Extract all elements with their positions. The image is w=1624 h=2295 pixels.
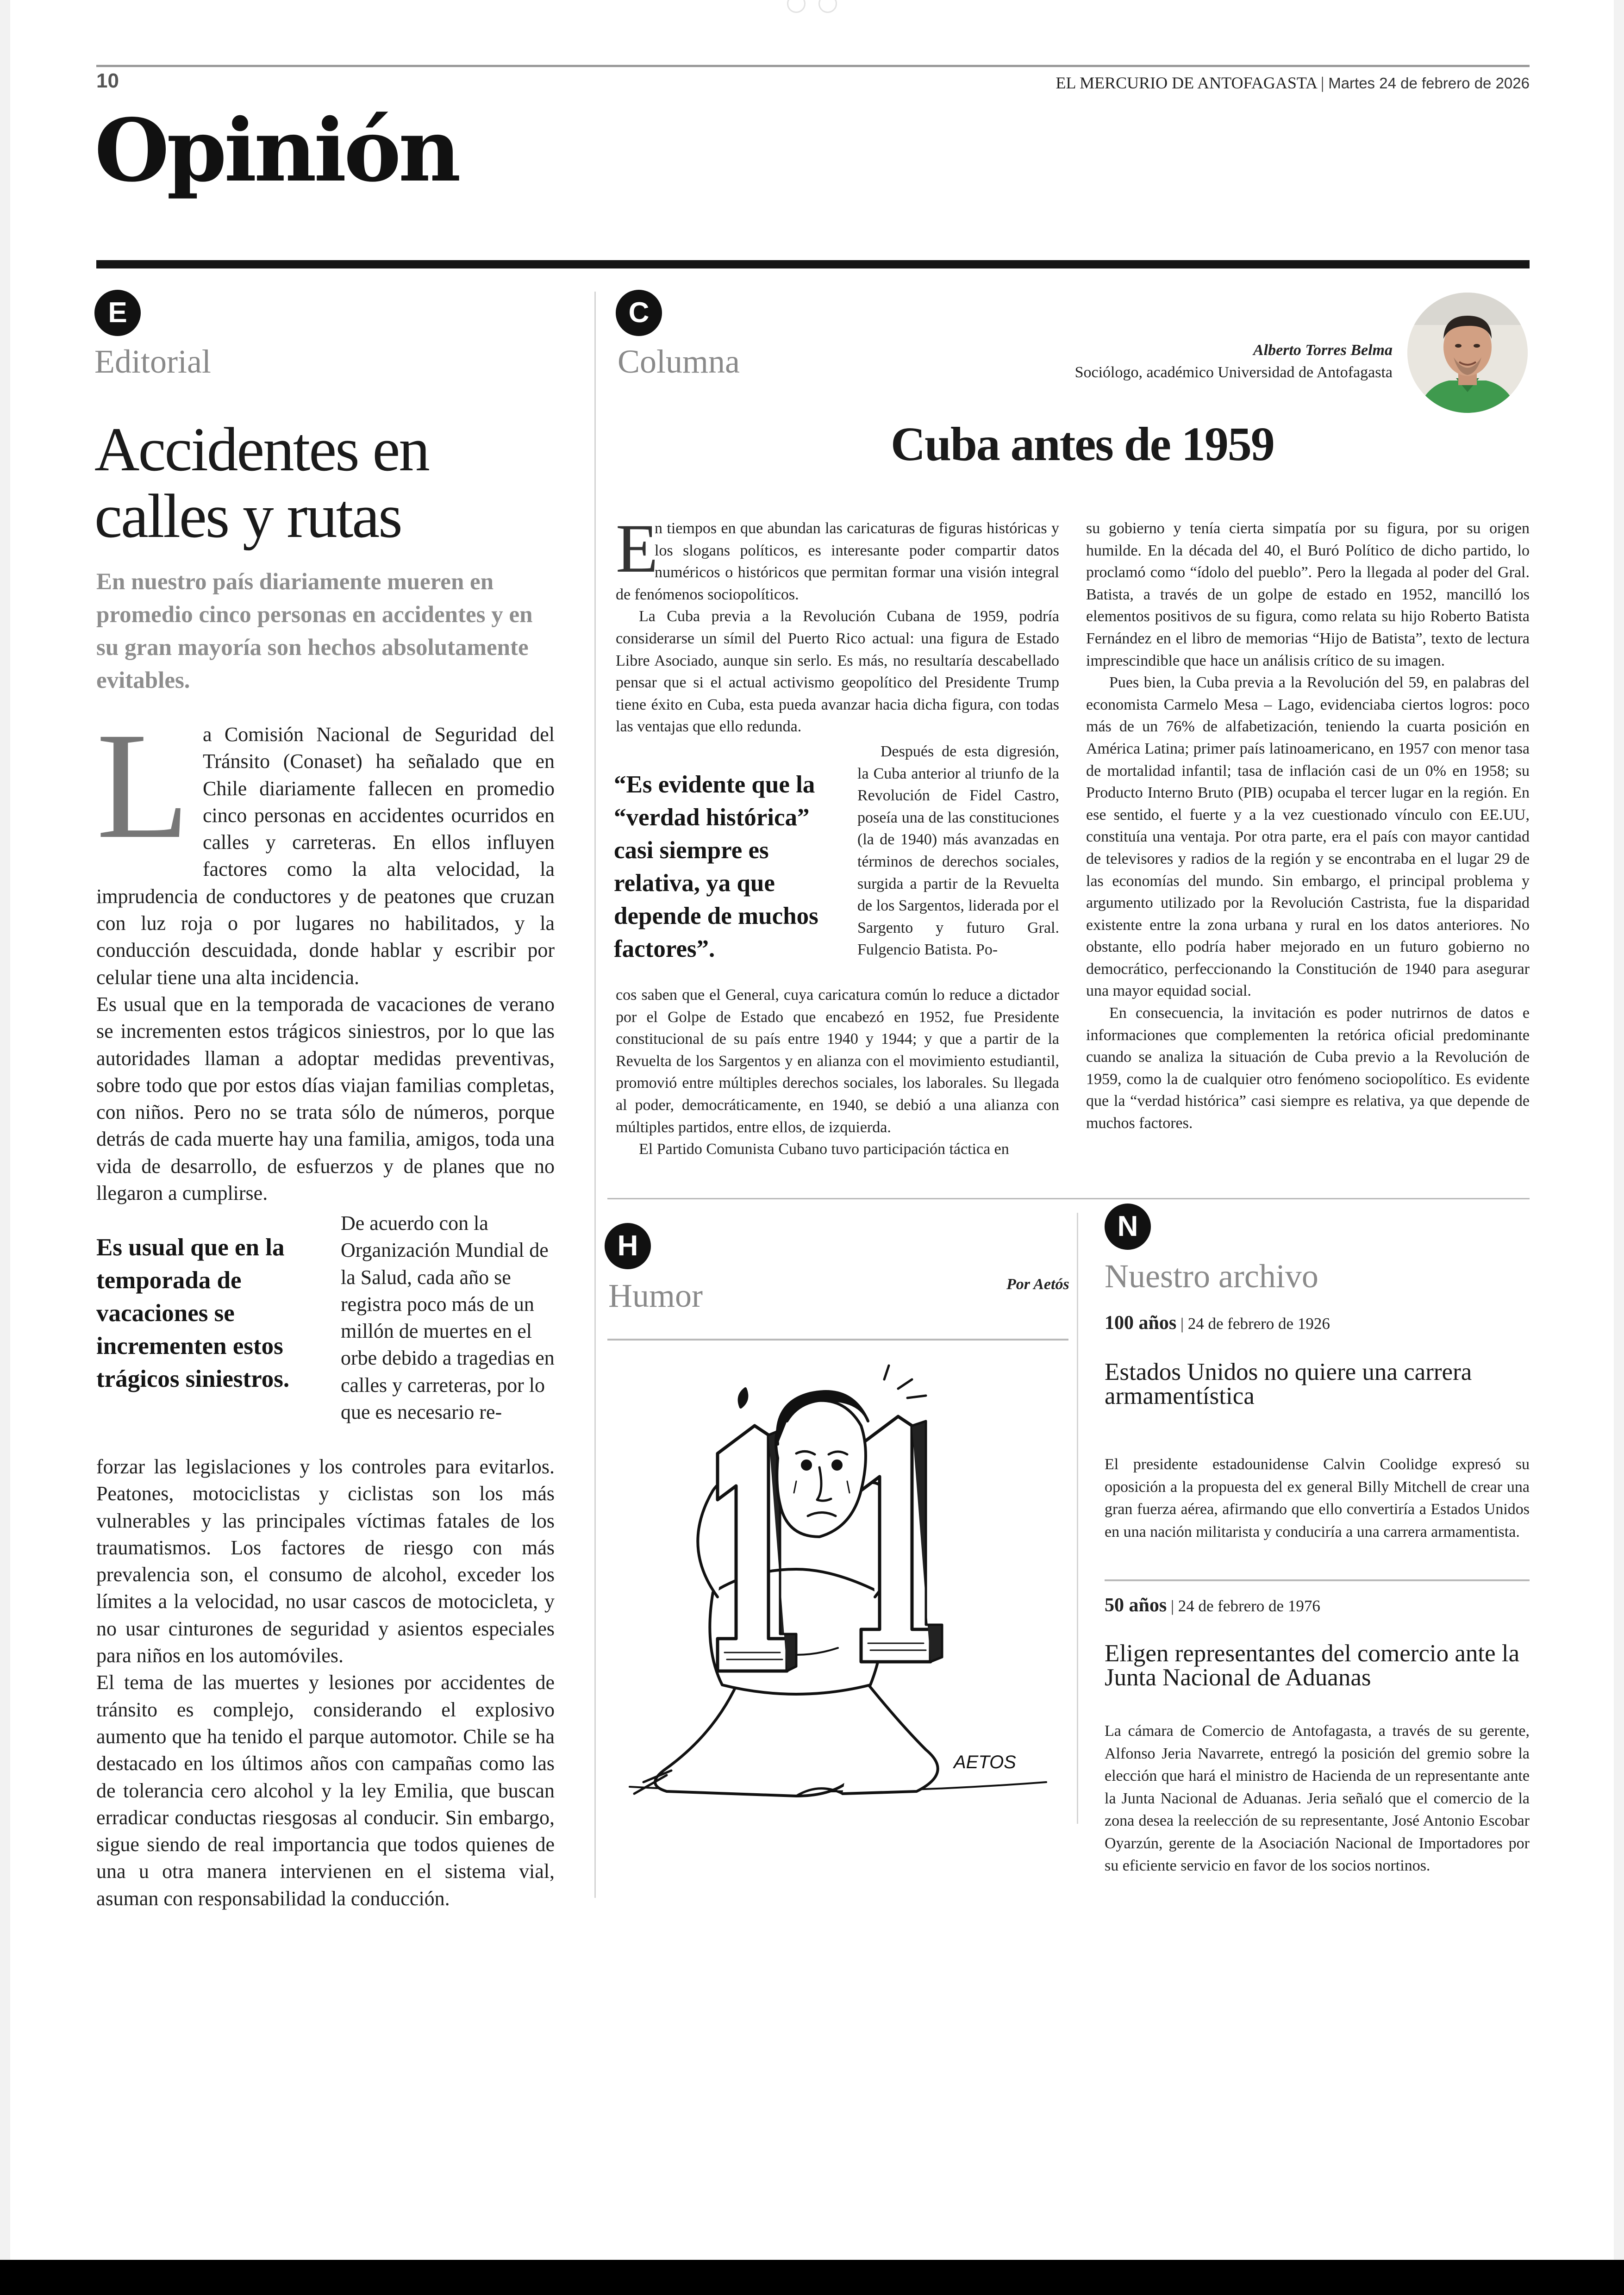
masthead-separator: | bbox=[1320, 74, 1324, 92]
column-paragraph: cos saben que el General, cuya caricatura común lo reduce a dictador por el Golpe de Estado que encabezó en 1952, fue Presidente constitucional de su país entre 1940 y 1944; y que a partir de la Revuelta de los Sargentos y en alianza con el movimiento estudiantil, promovió entre múltiples derechos sociales, los laborales. Su llegada al poder, democráticamente, en 1940, se debió a una alianza con múltiples partidos, entre ellos, de izquierda. bbox=[616, 986, 1059, 1136]
cartoon-signature: AETOS bbox=[954, 1752, 1016, 1772]
column-body-right bbox=[1086, 518, 1530, 1135]
editorial-drop-cap: L bbox=[96, 701, 190, 870]
archive-divider bbox=[1105, 1579, 1530, 1581]
page-left-margin bbox=[0, 0, 10, 2295]
column-divider bbox=[594, 292, 596, 1898]
editorial-badge: E bbox=[94, 290, 141, 336]
editorial-paragraph: De acuerdo con la Organización Mundial de la Salud, cada año se registra poco más de un millón de muertes en el orbe debido a tragedias en calles y carreteras, por lo que es necesario re- bbox=[341, 1212, 555, 1424]
editorial-deck: En nuestro país diariamente mueren en promedio cinco personas en accidentes y en su gran mayoría son hechos absolutamente evitables. bbox=[96, 569, 533, 693]
editorial-paragraph: Es usual que en la temporada de vacaciones de verano se incrementen estos trágicos siniestros, por lo que las autoridades llaman a adoptar medidas preventivas, sobre todo que por estos días viajan familias completas, con niños. Pero no se trata sólo de números, porque detrás de cada muerte hay una familia, amigos, toda una vida de desarrollo, de esfuerzos y de planes que no llegaron a cumplirse. bbox=[96, 992, 555, 1205]
section-divider bbox=[607, 1198, 1530, 1199]
humor-cartoon bbox=[602, 1352, 1065, 1824]
archive-item-meta: 100 años | 24 de febrero de 1926 bbox=[1105, 1312, 1330, 1334]
humor-badge: H bbox=[605, 1223, 651, 1269]
column-paragraph: La Cuba previa a la Revolución Cubana de 1959, podría considerarse un símil del Puerto Rico actual: una figura de Estado Libre Asociado, aunque sin serlo. Es más, no resultaría descabellado pensar que si el actual activismo geopolítico del Presidente Trump tiene éxito en Cuba, esta pueda avanzar hacia dicha figura, con todas las ventajas que ello redunda. bbox=[616, 608, 1059, 736]
humor-byline: Por Aetós bbox=[1006, 1276, 1069, 1293]
viewer-controls bbox=[782, 0, 843, 15]
archive-item-title: Estados Unidos no quiere una carrera armamentística bbox=[1105, 1359, 1472, 1409]
issue-date: Martes 24 de febrero de 2026 bbox=[1328, 75, 1530, 92]
viewer-bottom-bar bbox=[0, 2260, 1624, 2295]
column-paragraph: Pues bien, la Cuba previa a la Revolución del 59, en palabras del economista Carmelo Mesa – Lago, evidenciaba ciertos logros: poco más de un 76% de alfabetización, teniendo la cuarta posición en América Latina; primer país latinoamericano, en 1957 con menor tasa de mortalidad infantil; tasa de inflación casi de un 0% en 1958; su Producto Interno Bruto (PIB) ocupaba el tercer lugar en la región. En ese sentido, el fuerte y a la vez cuestionado vínculo con EE.UU, constituía una ventaja. Por otra parte, era el país con mayor cantidad de televisores y radios de la región y se encontraba en el lugar 29 de las economías del mundo. Sin embargo, el principal problema y argumento utilizado por la Revolución Castrista, fue la disparidad existente entre la zona urbana y rural en los datos anteriores. No obstante, ello podría haber mejorado en un futuro gobierno no democrático, perfeccionando la Constitución de 1940 para asegurar una mayor equidad social. bbox=[1086, 674, 1530, 1000]
header-rule bbox=[96, 65, 1530, 67]
column-pull-quote: “Es evidente que la “verdad histórica” casi siempre es relativa, ya que depende de muchos factores”. bbox=[614, 771, 818, 962]
page-number: 10 bbox=[96, 69, 119, 92]
masthead bbox=[1056, 73, 1530, 93]
author-photo-icon bbox=[1407, 293, 1528, 413]
page-right-margin bbox=[1614, 0, 1624, 2295]
author-role: Sociólogo, académico Universidad de Antofagasta bbox=[1074, 364, 1393, 381]
editorial-body-continued bbox=[96, 1453, 555, 1912]
column-paragraph: su gobierno y tenía cierta simpatía por su figura, por su origen humilde. En la década del 40, el Buró Político de dicho partido, lo proclamó como “ídolo del pueblo”. Pero la llegada al poder del Gral. Batista, a través de un golpe de estado en 1952, mancilló los elementos positivos de su figura, como relata su hijo Roberto Batista Fernández en el libro de memorias “Hijo de Batista”, texto de lectura imprescindible que hace un análisis crítico de su imagen. bbox=[1086, 520, 1530, 669]
archive-item-body: La cámara de Comercio de Antofagasta, a través de su gerente, Alfonso Jeria Navarrete, entregó la posición del gremio sobre la elección que hará el ministro de Hacienda de un representante ante la Junta Nacional de Aduanas. Jeria señaló que el comercio de la zona desea la reelección de su representante, José Antonio Escobar Oyarzún, gerente de la Asociación Nacional de Importadores por su eficiente servicio en favor de los socios nortinos. bbox=[1105, 1722, 1530, 1874]
archive-item-meta: 50 años | 24 de febrero de 1976 bbox=[1105, 1595, 1320, 1616]
publication-name: EL MERCURIO DE ANTOFAGASTA bbox=[1056, 74, 1317, 92]
archive-badge: N bbox=[1105, 1204, 1151, 1250]
column-paragraph: El Partido Comunista Cubano tuvo participación táctica en bbox=[639, 1141, 1009, 1158]
archive-date: 24 de febrero de 1926 bbox=[1187, 1315, 1330, 1333]
editorial-kicker: Editorial bbox=[94, 343, 211, 380]
archive-kicker: Nuestro archivo bbox=[1105, 1258, 1318, 1295]
column-headline: Cuba antes de 1959 bbox=[891, 418, 1274, 471]
column-body bbox=[616, 510, 1059, 738]
archive-item-body: El presidente estadounidense Calvin Coolidge expresó su oposición a la propuesta del ex general Billy Mitchell de crear una gran fuerza aérea, afirmando que ello convertiría a Estados Unidos en una nación militarista y conduciría a una carrera armamentista. bbox=[1105, 1456, 1530, 1540]
column-badge: C bbox=[616, 290, 662, 336]
author-name: Alberto Torres Belma bbox=[1253, 342, 1393, 359]
editorial-paragraph: El tema de las muertes y lesiones por accidentes de tránsito es complejo, considerando el explosivo aumento que ha tenido el parque automotor. Chile se ha destacado en los últimos años con campañas como las de tolerancia cero alcohol y la ley Emilia, que buscan erradicar conductas riesgosas al conducir. Sin embargo, sigue siendo de real importancia que todos quienes de una u otra manera intervienen en el sistema vial, asuman con responsabilidad la conducción. bbox=[96, 1671, 555, 1910]
column-divider bbox=[1077, 1213, 1078, 1824]
viewer-dot-icon bbox=[787, 0, 806, 13]
viewer-dot-icon bbox=[818, 0, 837, 13]
section-rule bbox=[96, 260, 1530, 268]
humor-kicker: Humor bbox=[608, 1277, 703, 1314]
archive-date: 24 de febrero de 1976 bbox=[1178, 1597, 1320, 1615]
humor-rule bbox=[607, 1339, 1068, 1341]
column-body-bottom bbox=[616, 984, 1059, 1160]
author-avatar bbox=[1407, 293, 1528, 413]
archive-item-title: Eligen representantes del comercio ante la Junta Nacional de Aduanas bbox=[1105, 1640, 1520, 1691]
column-drop-cap: E bbox=[616, 510, 658, 587]
archive-years: 50 años bbox=[1105, 1595, 1167, 1616]
editorial-paragraph: a Comisión Nacional de Seguridad del Tránsito (Conaset) ha señalado que en Chile diariamente fallecen en promedio cinco personas en accidentes ocurridos en calles y carreteras. En ellos influyen factores como la alta velocidad, la imprudencia de conductores y de peatones que cruzan con luz roja o por lugares no habilitados, y la conducción descuidada, donde hablar y escribir por celular tiene una alta incidencia. bbox=[96, 723, 555, 989]
editorial-headline: Accidentes en calles y rutas bbox=[94, 415, 429, 551]
column-body-side bbox=[857, 741, 1059, 961]
column-paragraph: n tiempos en que abundan las caricaturas de figuras históricas y los slogans políticos, es interesante poder compartir datos numéricos o históricos que permitan formar una visión integral de fenómenos sociopolíticos. bbox=[616, 520, 1059, 603]
column-kicker: Columna bbox=[618, 343, 740, 380]
archive-years: 100 años bbox=[1105, 1312, 1177, 1334]
cartoon-illustration bbox=[602, 1352, 1065, 1824]
column-paragraph: Después de esta digresión, la Cuba anterior al triunfo de la Revolución de Fidel Castro, poseía una de las constituciones (la de 1940) más avanzadas en términos de derechos sociales, surgida a partir de la Revuelta de los Sargentos, liderada por el Sargento y futuro Gral. Fulgencio Batista. Po- bbox=[857, 743, 1059, 959]
editorial-body bbox=[96, 701, 555, 1207]
column-paragraph: En consecuencia, la invitación es poder nutrirnos de datos e informaciones que complementen la retórica oficial predominante cuando se analiza la situación de Cuba previo a la Revolución de 1959, como la de cualquier otro fenómeno sociopolítico. Es evidente que la “verdad histórica” casi siempre es relativa, ya que depende de muchos factores. bbox=[1086, 1004, 1530, 1132]
editorial-pull-quote: Es usual que en la temporada de vacaciones se incrementen estos trágicos siniestros. bbox=[96, 1234, 290, 1392]
editorial-paragraph: forzar las legislaciones y los controles para evitarlos. Peatones, motociclistas y ciclistas son los más vulnerables y las principales víctimas fatales de los traumatismos. Los factores de riesgo con más prevalencia son, el consumo de alcohol, exceder los límites a la velocidad, no usar cascos de motocicleta, y no usar cinturones de seguridad y asientos especiales para niños en los automóviles. bbox=[96, 1455, 555, 1667]
section-title: Opinión bbox=[94, 100, 458, 201]
